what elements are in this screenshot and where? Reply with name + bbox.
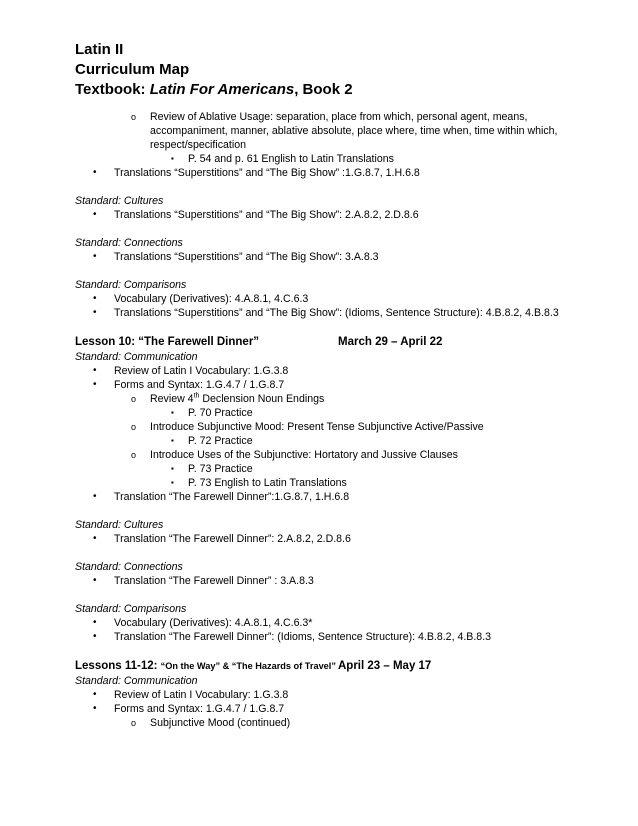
section-heading: Standard: Communication (75, 675, 198, 687)
lesson-title: Lesson 10: “The Farewell Dinner” (75, 336, 260, 348)
lesson-title-names: “On the Way” & “The Hazards of Travel” (160, 661, 336, 671)
circle-bullet-icon: o (131, 112, 137, 122)
lesson-heading (75, 334, 585, 350)
course-title: Latin II (75, 41, 124, 58)
circle-bullet-icon: o (131, 718, 137, 728)
list-item-continuation: accompaniment, manner, ablative absolute, place where, time when, time within which, (150, 125, 558, 137)
list-item: • Translation “The Farewell Dinner”: (Idioms, Sentence Structure): 4.B.8.2, 4.B.8.3 (93, 631, 492, 643)
list-item: • Review of Latin I Vocabulary: 1.G.3.8 (93, 365, 289, 377)
textbook-prefix: Textbook: (75, 81, 150, 98)
list-item: o Introduce Subjunctive Mood: Present Tense Subjunctive Active/Passive (131, 421, 484, 433)
section-heading: Standard: Comparisons (75, 603, 187, 615)
document-page (75, 40, 585, 730)
bullet-icon: • (93, 533, 97, 544)
list-item: ▪ P. 54 and p. 61 English to Latin Translations (171, 153, 394, 165)
section-heading: Standard: Connections (75, 561, 183, 573)
list-item: • Translation “The Farewell Dinner”: 2.A.8.2, 2.D.8.6 (93, 533, 351, 545)
bullet-icon: • (93, 491, 97, 502)
square-bullet-icon: ▪ (171, 436, 174, 445)
lesson-dates: March 29 – April 22 (338, 336, 443, 348)
list-item: ▪ P. 72 Practice (171, 435, 253, 447)
section-heading: Standard: Connections (75, 237, 183, 249)
section-heading: Standard: Cultures (75, 519, 164, 531)
bullet-icon: • (93, 209, 97, 220)
list-item: • Forms and Syntax: 1.G.4.7 / 1.G.8.7 (93, 379, 285, 391)
lesson-title: Lessons 11-12: (75, 660, 161, 672)
list-item-continuation: respect/specification (150, 139, 246, 151)
document-subtitle: Curriculum Map (75, 61, 190, 78)
list-item: ▪ P. 73 English to Latin Translations (171, 477, 347, 489)
bullet-icon: • (93, 251, 97, 262)
list-item: • Vocabulary (Derivatives): 4.A.8.1, 4.C.6.3* (93, 617, 313, 629)
square-bullet-icon: ▪ (171, 408, 174, 417)
list-item: • Translations “Superstitions” and “The Big Show”: 3.A.8.3 (93, 251, 379, 263)
list-item: ▪ P. 70 Practice (171, 407, 253, 419)
bullet-icon: • (93, 307, 97, 318)
list-item: • Translations “Superstitions” and “The Big Show”: 2.A.8.2, 2.D.8.6 (93, 209, 419, 221)
textbook-line (75, 80, 585, 100)
bullet-icon: • (93, 365, 97, 376)
bullet-icon: • (93, 167, 97, 178)
circle-bullet-icon: o (131, 394, 137, 404)
bullet-icon: • (93, 617, 97, 628)
list-item: o Review 4th Declension Noun Endings (131, 392, 325, 405)
square-bullet-icon: ▪ (171, 464, 174, 473)
section-heading: Standard: Comparisons (75, 279, 187, 291)
list-item: o Subjunctive Mood (continued) (131, 717, 291, 729)
textbook-title: Latin For Americans (149, 81, 295, 98)
bullet-icon: • (93, 575, 97, 586)
bullet-icon: • (93, 379, 97, 390)
list-item: • Translations “Superstitions” and “The Big Show”: (Idioms, Sentence Structure): 4.B.8.2, 4.B.8.3 (93, 307, 559, 319)
square-bullet-icon: ▪ (171, 478, 174, 487)
list-item: • Translation “The Farewell Dinner”:1.G.8.7, 1.H.6.8 (93, 491, 350, 503)
section-heading: Standard: Cultures (75, 195, 164, 207)
textbook-suffix: , Book 2 (294, 81, 353, 98)
lesson-heading (75, 658, 585, 674)
bullet-icon: • (93, 293, 97, 304)
section-heading: Standard: Communication (75, 351, 198, 363)
square-bullet-icon: ▪ (171, 154, 174, 163)
list-item: • Vocabulary (Derivatives): 4.A.8.1, 4.C.6.3 (93, 293, 309, 305)
circle-bullet-icon: o (131, 422, 137, 432)
list-item: ▪ P. 73 Practice (171, 463, 253, 475)
bullet-icon: • (93, 689, 97, 700)
list-item: o Introduce Uses of the Subjunctive: Hortatory and Jussive Clauses (131, 449, 458, 461)
bullet-icon: • (93, 631, 97, 642)
list-item: o Review of Ablative Usage: separation, place from which, personal agent, means, (131, 111, 528, 123)
circle-bullet-icon: o (131, 450, 137, 460)
lesson-dates: April 23 – May 17 (338, 660, 432, 672)
list-item: • Forms and Syntax: 1.G.4.7 / 1.G.8.7 (93, 703, 285, 715)
bullet-icon: • (93, 703, 97, 714)
list-item: • Translations “Superstitions” and “The Big Show” :1.G.8.7, 1.H.6.8 (93, 167, 420, 179)
list-item: • Review of Latin I Vocabulary: 1.G.3.8 (93, 689, 289, 701)
list-item: • Translation “The Farewell Dinner” : 3.A.8.3 (93, 575, 314, 587)
